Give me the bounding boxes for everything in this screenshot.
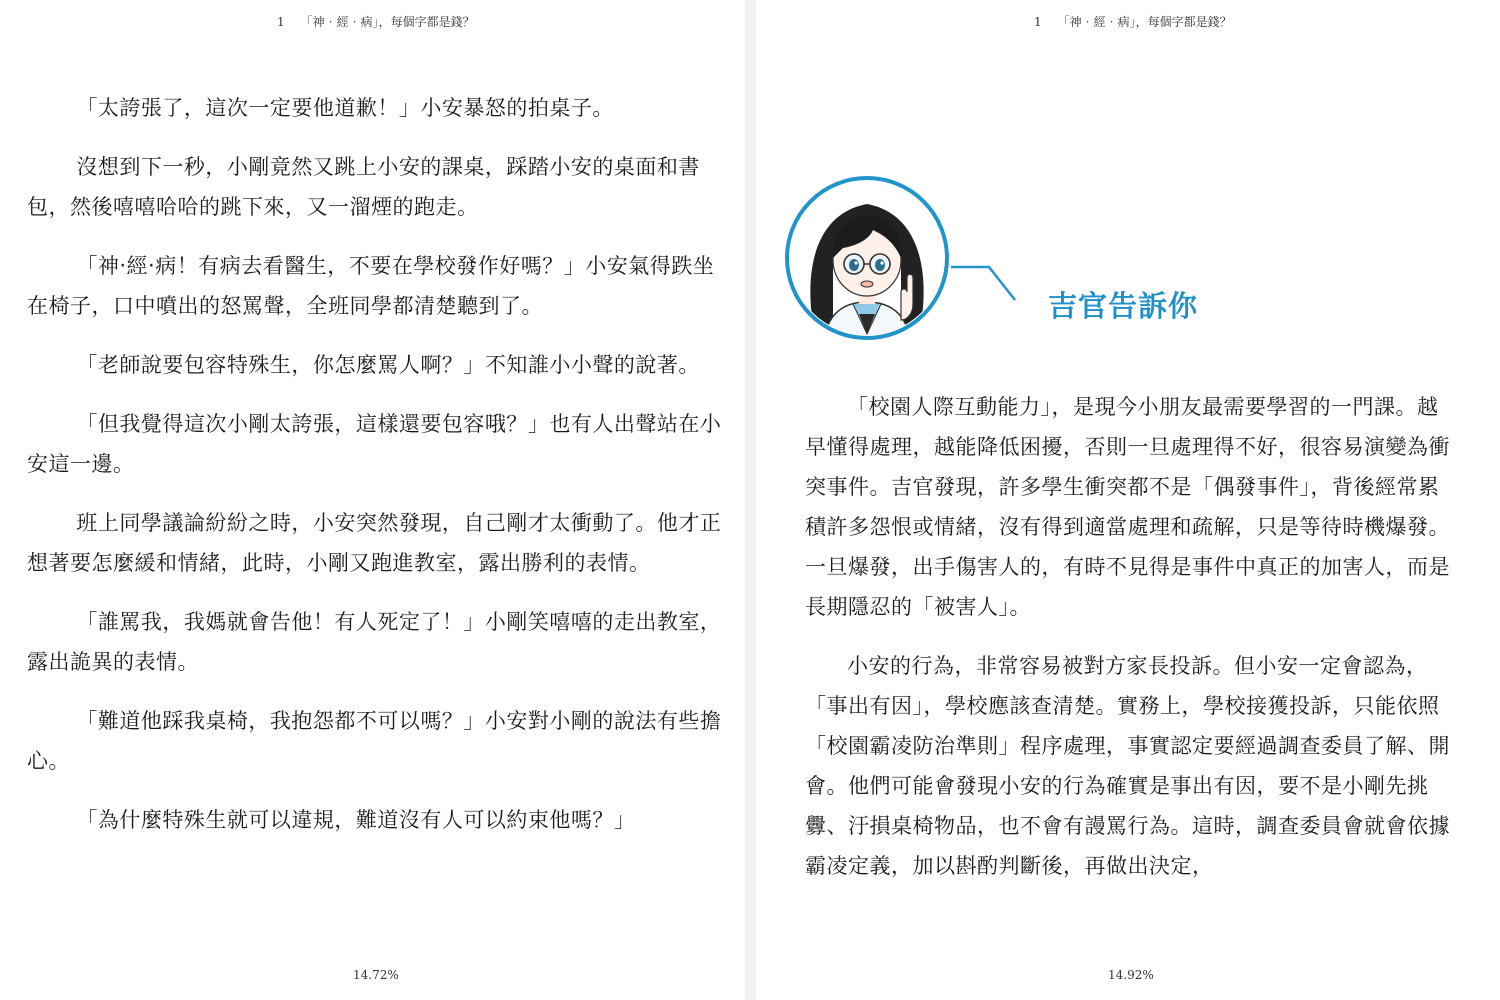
running-head-page-number: 1 [1034,15,1042,29]
page-gutter [745,0,756,1000]
body-text [27,88,722,859]
paragraph: 「難道他踩我桌椅，我抱怨都不可以嗎？」小安對小剛的說法有些擔心。 [27,709,722,773]
paragraph: 小安的行為，非常容易被對方家長投訴。但小安一定會認為，「事出有因」，學校應該查清楚。實務上，學校接獲投訴，只能依照「校園霸凌防治準則」程序處理，事實認定要經過調查委員了解、開會。他們可能會發現小安的行為確實是事出有因，要不是小剛先挑釁、汙損桌椅物品，也不會有謾罵行為。這時，調查委員會就會依據霸凌定義，加以斟酌判斷後，再做出決定， [805,654,1450,878]
running-head-title: 「神‧經‧病」，每個字都是錢？ [1057,15,1232,29]
paragraph: 「為什麼特殊生就可以違規，難道沒有人可以約束他嗎？」 [76,808,636,832]
callout-connector-line [951,262,1021,304]
author-avatar-icon [783,174,951,342]
running-head [277,13,475,30]
section-title: 吉官告訴你 [1048,289,1199,323]
paragraph: 「校園人際互動能力」，是現今小朋友最需要學習的一門課。越早懂得處理，越能降低困擾，否則一旦處理得不好，很容易演變為衝突事件。吉官發現，許多學生衝突都不是「偶發事件」，背後經常累積許多怨恨或情緒，沒有得到適當處理和疏解，只是等待時機爆發。一旦爆發，出手傷害人的，有時不見得是事件中真正的加害人，而是長期隱忍的「被害人」。 [805,395,1450,619]
reading-progress-percent: 14.72% [353,968,399,982]
paragraph: 「但我覺得這次小剛太誇張，這樣還要包容哦？」也有人出聲站在小安這一邊。 [27,412,722,476]
running-head-page-number: 1 [277,15,285,29]
paragraph: 班上同學議論紛紛之時，小安突然發現，自己剛才太衝動了。他才正想著要怎麼緩和情緒，此時，小剛又跑進教室，露出勝利的表情。 [27,511,722,575]
paragraph: 沒想到下一秒，小剛竟然又跳上小安的課桌，踩踏小安的桌面和書包，然後嘻嘻哈哈的跳下來，又一溜煙的跑走。 [27,155,700,219]
reading-progress-percent: 14.92% [1108,968,1154,982]
paragraph: 「誰罵我，我媽就會告他！有人死定了！」小剛笑嘻嘻的走出教室，露出詭異的表情。 [27,610,722,674]
body-text [805,387,1455,905]
running-head [1034,13,1232,30]
paragraph: 「太誇張了，這次一定要他道歉！」小安暴怒的拍桌子。 [76,96,614,120]
left-page[interactable] [0,0,745,1000]
running-head-title: 「神‧經‧病」，每個字都是錢？ [300,15,475,29]
paragraph: 「神‧經‧病！有病去看醫生，不要在學校發作好嗎？」小安氣得跌坐在椅子，口中噴出的怒罵聲，全班同學都清楚聽到了。 [27,254,715,318]
paragraph: 「老師說要包容特殊生，你怎麼罵人啊？」不知誰小小聲的說著。 [76,353,700,377]
right-page[interactable] [756,0,1500,1000]
